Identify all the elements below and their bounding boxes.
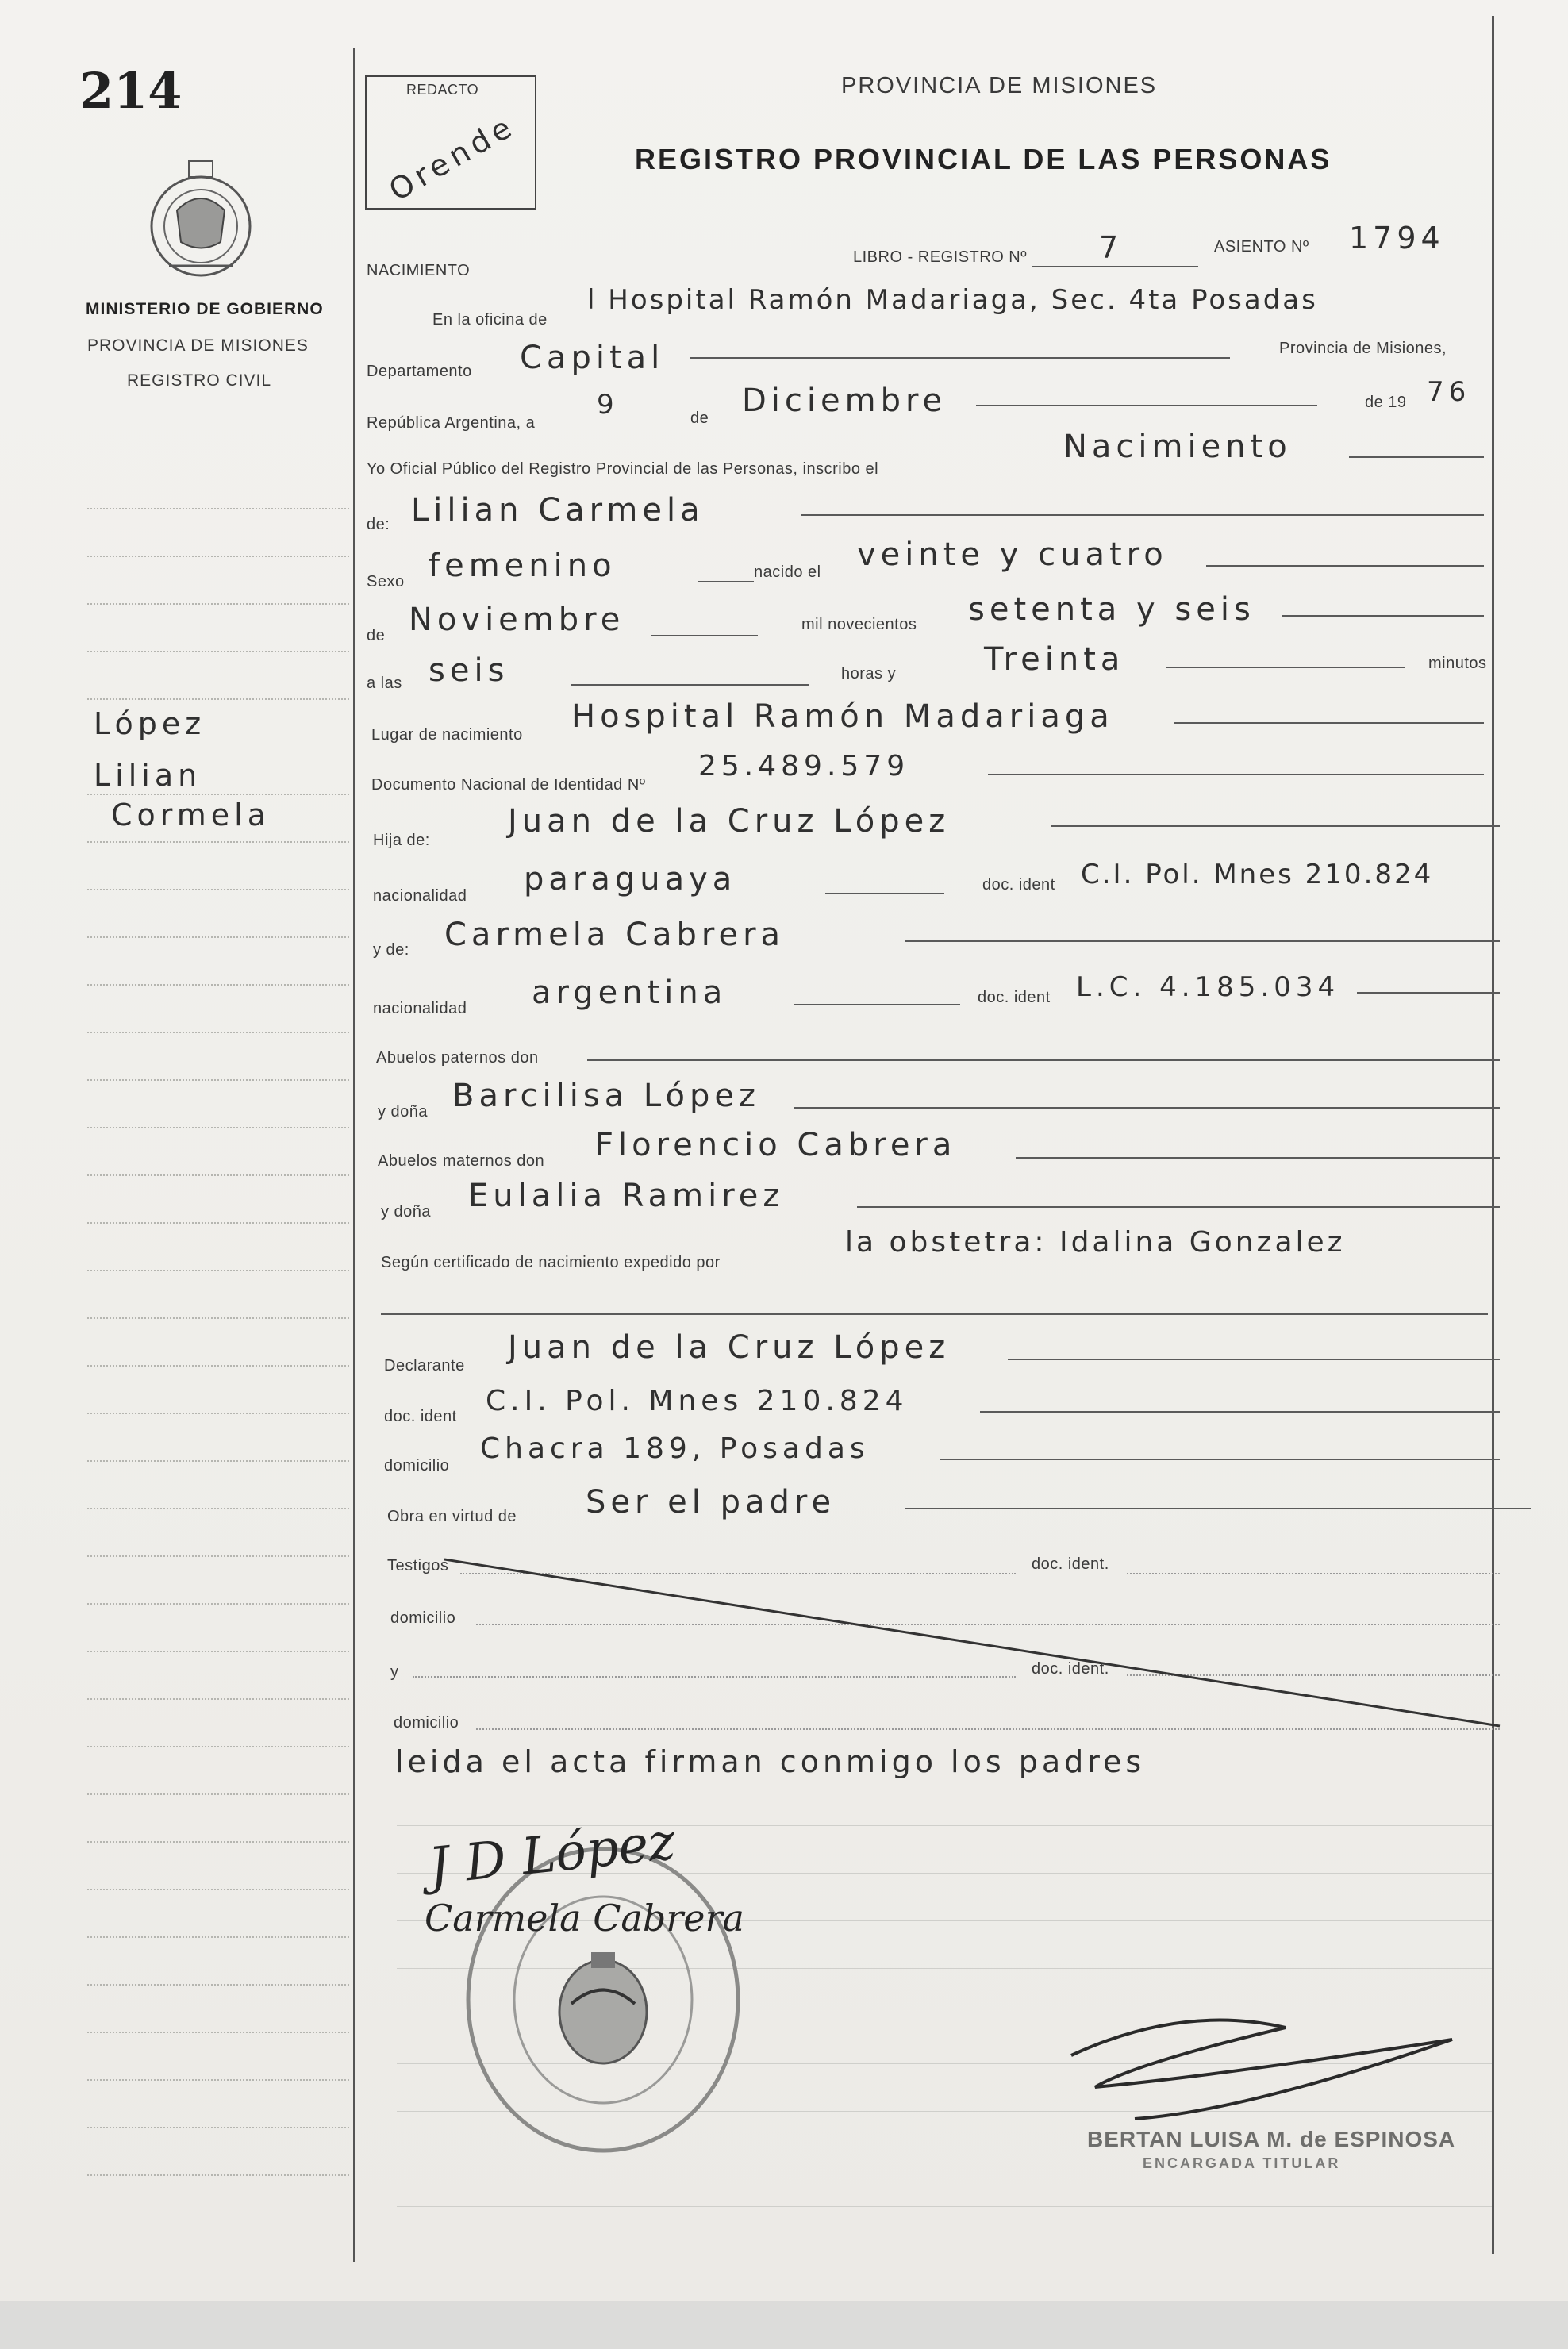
nacido-label: nacido el bbox=[754, 563, 821, 581]
folio-number: 214 bbox=[79, 62, 183, 120]
testigos-label: Testigos bbox=[387, 1557, 449, 1574]
oficial-value: Nacimiento bbox=[1063, 429, 1292, 465]
departamento-label: Departamento bbox=[367, 363, 472, 380]
nacimiento-label: NACIMIENTO bbox=[367, 262, 471, 279]
declarante-value: Juan de la Cruz López bbox=[508, 1329, 951, 1366]
republica-label: República Argentina, a bbox=[367, 414, 536, 432]
madre-nac-value: argentina bbox=[532, 975, 728, 1011]
a-las-label: a las bbox=[367, 675, 402, 692]
libro-label: LIBRO - REGISTRO Nº bbox=[853, 248, 1028, 266]
official-stamp-name: BERTAN LUISA M. de ESPINOSA bbox=[1087, 2127, 1456, 2151]
hora-value: seis bbox=[429, 652, 509, 689]
asiento-label: ASIENTO Nº bbox=[1214, 238, 1309, 256]
madre-doc-value: L.C. 4.185.034 bbox=[1076, 971, 1340, 1003]
oficina-value: l Hospital Ramón Madariaga, Sec. 4ta Posadas bbox=[587, 284, 1318, 316]
de-label: de bbox=[690, 409, 709, 427]
obra-label: Obra en virtud de bbox=[387, 1508, 517, 1525]
redacto-label: REDACTO bbox=[406, 82, 479, 98]
departamento-value: Capital bbox=[520, 340, 665, 376]
doc-ident-label-4: doc. ident. bbox=[1032, 1555, 1109, 1573]
de-label2: de: bbox=[367, 516, 390, 533]
abuelos-mat-label: Abuelos maternos don bbox=[378, 1152, 545, 1170]
domicilio-value: Chacra 189, Posadas bbox=[480, 1432, 870, 1465]
father-signature: J D López bbox=[425, 1812, 678, 1897]
abuela-pat-value: Barcilisa López bbox=[452, 1078, 760, 1114]
header-title: REGISTRO PROVINCIAL DE LAS PERSONAS bbox=[635, 143, 1332, 175]
certificado-label: Según certificado de nacimiento expedido por bbox=[381, 1254, 721, 1271]
y-dona-label: y doña bbox=[378, 1103, 429, 1121]
abuelos-pat-label: Abuelos paternos don bbox=[376, 1049, 539, 1067]
margin-note-name2: Cormela bbox=[111, 798, 271, 832]
redacto-box bbox=[365, 75, 536, 210]
lugar-label: Lugar de nacimiento bbox=[371, 726, 523, 744]
doc-ident-label: doc. ident bbox=[982, 876, 1055, 894]
ministry-province: PROVINCIA DE MISIONES bbox=[87, 336, 309, 355]
padre-value: Juan de la Cruz López bbox=[508, 803, 951, 840]
minutos-label: minutos bbox=[1428, 655, 1487, 672]
abuela-mat-value: Eulalia Ramirez bbox=[468, 1178, 785, 1214]
asiento-value: 1794 bbox=[1349, 221, 1445, 256]
y-dona-label-2: y doña bbox=[381, 1203, 432, 1221]
y-de-label: y de: bbox=[373, 941, 409, 959]
mes-value: Diciembre bbox=[742, 383, 947, 419]
padre-doc-value: C.I. Pol. Mnes 210.824 bbox=[1081, 859, 1434, 890]
mother-signature: Carmela Cabrera bbox=[425, 1897, 744, 1940]
margin-note-name1: Lilian bbox=[94, 758, 202, 793]
horas-label: horas y bbox=[841, 665, 897, 682]
y-label: y bbox=[390, 1663, 399, 1681]
redacto-handwriting: Orende bbox=[382, 108, 521, 208]
mes-nac-value: Noviembre bbox=[409, 602, 625, 638]
ministry-office: REGISTRO CIVIL bbox=[127, 371, 272, 390]
dni-label: Documento Nacional de Identidad Nº bbox=[371, 776, 646, 794]
lugar-value: Hospital Ramón Madariaga bbox=[571, 698, 1114, 735]
de-anio-label: de 19 bbox=[1365, 394, 1407, 411]
declarante-doc-value: C.I. Pol. Mnes 210.824 bbox=[486, 1385, 909, 1417]
official-stamp-title: ENCARGADA TITULAR bbox=[1143, 2155, 1341, 2171]
anio-value: 76 bbox=[1427, 376, 1471, 408]
oficina-label: En la oficina de bbox=[432, 311, 548, 329]
nacionalidad-label-2: nacionalidad bbox=[373, 1000, 467, 1017]
domicilio-label: domicilio bbox=[384, 1457, 450, 1474]
doc-ident-label-5: doc. ident. bbox=[1032, 1660, 1109, 1678]
mil-label: mil novecientos bbox=[801, 616, 917, 633]
nombre-value: Lilian Carmela bbox=[411, 492, 705, 529]
testigos-cross-line bbox=[444, 1555, 1508, 1738]
nacido-value: veinte y cuatro bbox=[857, 536, 1168, 573]
abuelo-mat-value: Florencio Cabrera bbox=[595, 1127, 957, 1163]
de-label3: de bbox=[367, 627, 386, 644]
declarante-label: Declarante bbox=[384, 1357, 465, 1374]
left-frame-border bbox=[353, 48, 355, 2262]
minutos-value: Treinta bbox=[984, 641, 1125, 678]
libro-value: 7 bbox=[1099, 230, 1124, 265]
provincia-label: Provincia de Misiones, bbox=[1279, 340, 1447, 357]
padre-nac-value: paraguaya bbox=[524, 861, 737, 898]
official-signature bbox=[1040, 2000, 1484, 2135]
nacionalidad-label: nacionalidad bbox=[373, 887, 467, 905]
hijo-label: Hija de: bbox=[373, 832, 430, 849]
madre-value: Carmela Cabrera bbox=[444, 917, 786, 953]
obra-value: Ser el padre bbox=[586, 1484, 836, 1521]
doc-ident-label-3: doc. ident bbox=[384, 1408, 457, 1425]
ministry-seal-icon bbox=[141, 155, 260, 290]
domicilio-label-3: domicilio bbox=[394, 1714, 459, 1732]
sexo-label: Sexo bbox=[367, 573, 405, 590]
oficial-label: Yo Oficial Público del Registro Provincial de las Personas, inscribo el bbox=[367, 460, 879, 478]
domicilio-label-2: domicilio bbox=[390, 1609, 456, 1627]
margin-note-surname: López bbox=[94, 706, 206, 741]
anio-nac-value: setenta y seis bbox=[968, 591, 1255, 628]
sexo-value: femenino bbox=[429, 548, 617, 584]
closing-value: leida el acta firman conmigo los padres bbox=[395, 1744, 1146, 1779]
dia-value: 9 bbox=[597, 389, 619, 421]
right-frame-border bbox=[1492, 16, 1494, 2254]
certificado-value: la obstetra: Idalina Gonzalez bbox=[845, 1226, 1346, 1259]
header-province: PROVINCIA DE MISIONES bbox=[841, 73, 1158, 98]
doc-ident-label-2: doc. ident bbox=[978, 989, 1051, 1006]
ministry-name: MINISTERIO DE GOBIERNO bbox=[86, 300, 324, 318]
dni-value: 25.489.579 bbox=[698, 750, 910, 782]
